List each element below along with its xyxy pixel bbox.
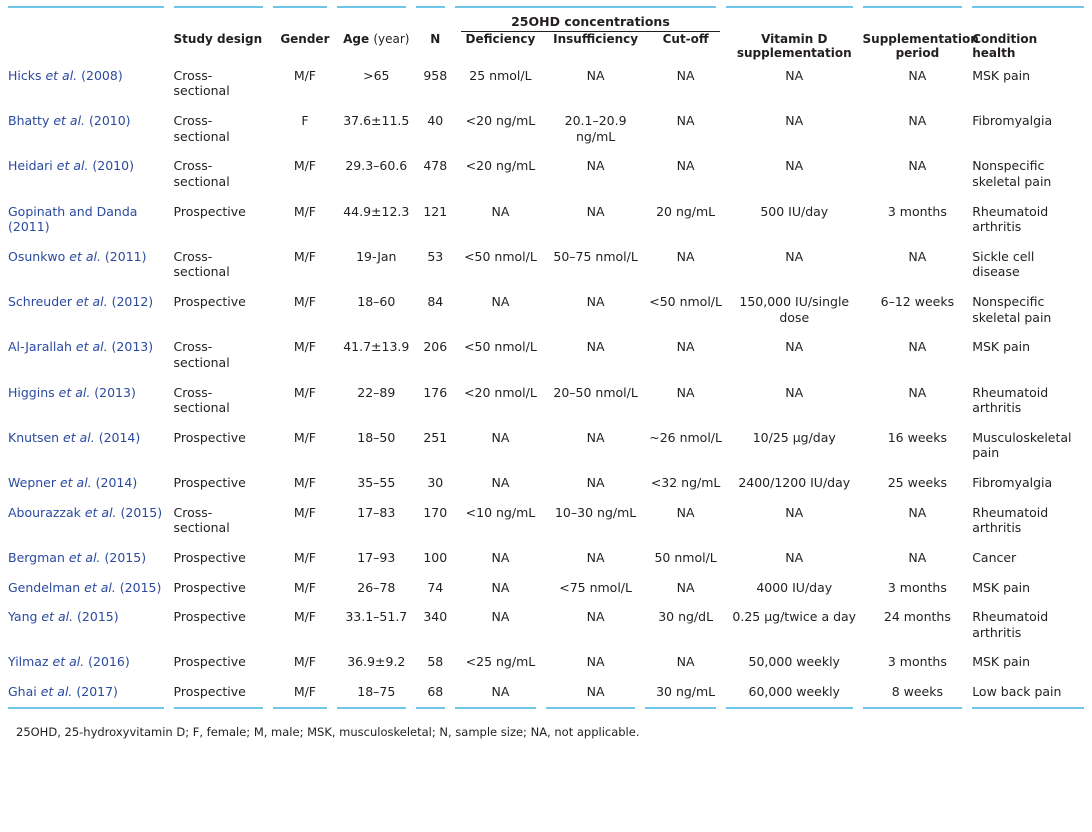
rule-segment — [972, 707, 1084, 709]
cell-n: 53 — [427, 248, 444, 264]
cell-n: 206 — [423, 339, 448, 355]
cell-supplementation: NA — [785, 113, 804, 129]
cell-study-reference — [8, 602, 174, 647]
column-header-supplementation: Vitamin D supplementation — [736, 32, 852, 61]
table-row — [8, 468, 1084, 498]
cell-study-reference — [8, 242, 174, 287]
column-header-deficiency: Deficiency — [465, 32, 536, 46]
cell-design: Cross-sectional — [173, 113, 230, 144]
study-reference-link[interactable]: Osunkwo et al. (2011) — [8, 248, 147, 264]
cell-supplementation: 4000 IU/day — [756, 579, 833, 595]
cell-n: 251 — [423, 429, 448, 445]
cell-supplementation: NA — [785, 67, 804, 83]
cell-cutoff: 30 ng/dL — [658, 609, 714, 625]
cell-cutoff: 30 ng/mL — [656, 684, 716, 700]
cell-deficiency: NA — [491, 684, 510, 700]
cell-study-reference — [8, 287, 174, 332]
cell-cutoff: <50 nmol/L — [649, 294, 722, 310]
cell-condition: MSK pain — [972, 67, 1031, 83]
cell-deficiency: <20 ng/mL — [465, 113, 536, 129]
table-row — [8, 647, 1084, 677]
cell-design: Cross-sectional — [173, 384, 230, 416]
cell-condition: Fibromyalgia — [972, 113, 1053, 129]
table-row — [8, 543, 1084, 573]
cell-n: 478 — [423, 158, 448, 174]
cell-condition: MSK pain — [972, 579, 1031, 595]
cell-period: NA — [908, 158, 927, 174]
cell-age: 22–89 — [357, 384, 396, 400]
cell-condition: Rheumatoid arthritis — [972, 203, 1049, 235]
study-reference-link[interactable]: Heidari et al. (2010) — [8, 158, 134, 174]
table-row — [8, 197, 1084, 242]
cell-supplementation: NA — [785, 384, 804, 400]
cell-cutoff: ~26 nmol/L — [649, 429, 722, 445]
table-row — [8, 242, 1084, 287]
cell-design: Prospective — [173, 684, 246, 700]
cell-condition: Rheumatoid arthritis — [972, 504, 1049, 536]
column-header-insufficiency: Insufficiency — [553, 32, 639, 46]
cell-deficiency: <10 ng/mL — [465, 504, 536, 520]
study-reference-link[interactable]: Ghai et al. (2017) — [8, 684, 118, 700]
rule-segment — [174, 707, 263, 709]
cell-design: Prospective — [173, 609, 246, 625]
column-header-row — [8, 32, 1084, 61]
cell-supplementation: NA — [785, 339, 804, 355]
cell-design: Prospective — [173, 429, 246, 445]
studies-table — [8, 6, 1084, 707]
column-header-gender: Gender — [280, 32, 330, 46]
cell-gender: M/F — [293, 67, 316, 83]
rule-segment — [863, 6, 963, 8]
cell-n: 176 — [423, 384, 448, 400]
cell-condition: Sickle cell disease — [972, 248, 1035, 280]
cell-condition: Musculoskeletal pain — [972, 429, 1072, 461]
cell-n: 30 — [427, 475, 444, 491]
cell-insufficiency: NA — [586, 67, 605, 83]
cell-insufficiency: NA — [586, 203, 605, 219]
cell-n: 68 — [427, 684, 444, 700]
column-header-age-text: Age — [343, 32, 370, 46]
cell-gender: M/F — [293, 248, 316, 264]
cell-study-reference — [8, 197, 174, 242]
cell-cutoff: NA — [676, 67, 695, 83]
cell-period: NA — [908, 248, 927, 264]
rule-segment — [273, 707, 327, 709]
cell-cutoff: NA — [676, 248, 695, 264]
table-row — [8, 498, 1084, 543]
column-header-age — [337, 32, 416, 61]
cell-period: 3 months — [887, 654, 947, 670]
cell-gender: M/F — [293, 429, 316, 445]
cell-period: 24 months — [883, 609, 951, 625]
cell-deficiency: <50 nmol/L — [464, 339, 537, 355]
rule-segment — [546, 707, 635, 709]
study-reference-link[interactable]: Bergman et al. (2015) — [8, 549, 147, 565]
rule-segment — [972, 6, 1084, 8]
cell-n: 40 — [427, 113, 444, 129]
bottom-rule-table — [8, 707, 1084, 715]
cell-age: 18–60 — [357, 294, 396, 310]
cell-study-reference — [8, 106, 174, 151]
cell-insufficiency: NA — [586, 549, 605, 565]
cell-period: 3 months — [887, 203, 947, 219]
cell-age: 18–75 — [357, 684, 396, 700]
cell-gender: M/F — [293, 294, 316, 310]
cell-insufficiency: 20.1–20.9 ng/mL — [564, 113, 627, 144]
cell-age: 17–93 — [357, 549, 396, 565]
cell-deficiency: NA — [491, 475, 510, 491]
cell-supplementation: NA — [785, 504, 804, 520]
cell-condition: Rheumatoid arthritis — [972, 384, 1049, 416]
cell-deficiency: NA — [491, 294, 510, 310]
cell-age: 44.9±12.3 — [343, 203, 410, 219]
cell-gender: M/F — [293, 158, 316, 174]
study-reference-link[interactable]: Gopinath and Danda (2011) — [8, 203, 138, 235]
cell-design: Prospective — [173, 579, 246, 595]
top-rule-row — [8, 6, 1084, 14]
study-reference-link[interactable]: Bhatty et al. (2010) — [8, 113, 131, 129]
rule-segment — [8, 707, 164, 709]
cell-age: 19-Jan — [356, 248, 397, 264]
group-header-25ohd: 25OHD concentrations — [511, 14, 670, 29]
cell-gender: M/F — [293, 654, 316, 670]
cell-period: NA — [908, 504, 927, 520]
study-reference-link[interactable]: Schreuder et al. (2012) — [8, 294, 154, 310]
cell-study-reference — [8, 647, 174, 677]
cell-period: NA — [908, 67, 927, 83]
cell-cutoff: NA — [676, 654, 695, 670]
column-header-cutoff: Cut-off — [662, 32, 709, 46]
rule-segment — [273, 6, 327, 8]
rule-segment — [337, 6, 406, 8]
cell-cutoff: 50 nmol/L — [654, 549, 717, 565]
cell-condition: Low back pain — [972, 684, 1062, 700]
cell-gender: M/F — [293, 339, 316, 355]
cell-gender: M/F — [293, 609, 316, 625]
rule-segment — [337, 707, 406, 709]
cell-age: 36.9±9.2 — [347, 654, 406, 670]
cell-age: 37.6±11.5 — [343, 113, 410, 129]
cell-study-reference — [8, 573, 174, 603]
cell-period: NA — [908, 549, 927, 565]
rule-segment — [645, 707, 716, 709]
cell-period: NA — [908, 384, 927, 400]
cell-design: Prospective — [173, 294, 246, 310]
cell-gender: F — [301, 113, 309, 129]
rule-segment — [8, 6, 164, 8]
cell-cutoff: 20 ng/mL — [656, 203, 716, 219]
cell-cutoff: NA — [676, 384, 695, 400]
cell-deficiency: NA — [491, 429, 510, 445]
cell-deficiency: <25 ng/mL — [465, 654, 536, 670]
rule-segment-group — [455, 6, 716, 8]
cell-deficiency: 25 nmol/L — [469, 67, 532, 83]
cell-age: 35–55 — [357, 475, 396, 491]
cell-cutoff: NA — [676, 339, 695, 355]
cell-design: Cross-sectional — [173, 67, 230, 99]
cell-n: 340 — [423, 609, 448, 625]
cell-supplementation: 50,000 weekly — [748, 654, 840, 670]
column-header-period: Supplementation period — [862, 32, 979, 61]
cell-deficiency: NA — [491, 203, 510, 219]
cell-gender: M/F — [293, 475, 316, 491]
cell-n: 74 — [427, 579, 444, 595]
rule-segment — [863, 707, 963, 709]
cell-deficiency: NA — [491, 579, 510, 595]
cell-study-reference — [8, 468, 174, 498]
cell-cutoff: NA — [676, 158, 695, 174]
column-header-age-unit: (year) — [373, 32, 410, 46]
cell-period: 16 weeks — [887, 429, 947, 445]
cell-age: 18–50 — [357, 429, 396, 445]
cell-design: Prospective — [173, 475, 246, 491]
cell-n: 100 — [423, 549, 448, 565]
cell-cutoff: NA — [676, 504, 695, 520]
rule-segment — [455, 707, 536, 709]
rule-segment — [416, 707, 445, 709]
table-footnote: 25OHD, 25-hydroxyvitamin D; F, female; M, male; MSK, musculoskeletal; N, sample size; NA, not applicable. — [16, 724, 640, 739]
cell-gender: M/F — [293, 684, 316, 700]
cell-age: 26–78 — [357, 579, 396, 595]
cell-design: Cross-sectional — [173, 504, 230, 536]
cell-study-reference — [8, 423, 174, 468]
cell-gender: M/F — [293, 203, 316, 219]
cell-insufficiency: NA — [586, 158, 605, 174]
cell-cutoff: <32 ng/mL — [650, 475, 721, 491]
cell-deficiency: NA — [491, 549, 510, 565]
bottom-rule-row — [8, 707, 1084, 715]
cell-n: 58 — [427, 654, 444, 670]
cell-age: 33.1–51.7 — [345, 609, 408, 625]
cell-age: 29.3–60.6 — [345, 158, 408, 174]
table-row — [8, 423, 1084, 468]
cell-supplementation: NA — [785, 158, 804, 174]
cell-condition: Nonspecific skeletal pain — [972, 294, 1052, 325]
column-header-study — [8, 32, 174, 61]
cell-study-reference — [8, 332, 174, 377]
cell-supplementation: NA — [785, 248, 804, 264]
cell-study-reference — [8, 677, 174, 707]
table-row — [8, 287, 1084, 332]
cell-deficiency: NA — [491, 609, 510, 625]
cell-supplementation: 60,000 weekly — [748, 684, 840, 700]
table-row — [8, 106, 1084, 151]
cell-deficiency: <20 ng/mL — [465, 158, 536, 174]
cell-supplementation: 10/25 µg/day — [752, 429, 836, 445]
cell-period: NA — [908, 113, 927, 129]
cell-insufficiency: NA — [586, 684, 605, 700]
study-reference-link[interactable]: Al-Jarallah et al. (2013) — [8, 339, 154, 355]
cell-design: Prospective — [173, 654, 246, 670]
cell-supplementation: 0.25 µg/twice a day — [732, 609, 857, 625]
cell-deficiency: <20 nmol/L — [464, 384, 537, 400]
group-header-row — [8, 14, 1084, 32]
cell-design: Prospective — [173, 203, 246, 219]
cell-age: 17–83 — [357, 504, 396, 520]
column-header-n: N — [430, 32, 441, 46]
table-row — [8, 677, 1084, 707]
rule-segment — [174, 6, 263, 8]
table-row — [8, 61, 1084, 106]
cell-condition: Nonspecific skeletal pain — [972, 158, 1052, 189]
cell-n: 170 — [423, 504, 448, 520]
cell-study-reference — [8, 151, 174, 196]
rule-segment — [726, 707, 853, 709]
cell-supplementation: 2400/1200 IU/day — [738, 475, 851, 491]
cell-supplementation: 150,000 IU/single dose — [739, 294, 850, 325]
cell-period: NA — [908, 339, 927, 355]
cell-deficiency: <50 nmol/L — [464, 248, 537, 264]
study-reference-link[interactable]: Higgins et al. (2013) — [8, 384, 136, 400]
cell-supplementation: NA — [785, 549, 804, 565]
cell-condition: Rheumatoid arthritis — [972, 609, 1049, 640]
column-header-design: Study design — [173, 32, 263, 46]
study-reference-link[interactable]: Abourazzak et al. (2015) — [8, 504, 163, 520]
cell-study-reference — [8, 61, 174, 106]
cell-condition: Cancer — [972, 549, 1017, 565]
table-row — [8, 573, 1084, 603]
cell-condition: MSK pain — [972, 339, 1031, 355]
study-reference-link[interactable]: Yilmaz et al. (2016) — [8, 654, 130, 670]
cell-insufficiency: 10–30 ng/mL — [554, 504, 637, 520]
study-reference-link[interactable]: Wepner et al. (2014) — [8, 475, 138, 491]
cell-design: Prospective — [173, 549, 246, 565]
cell-cutoff: NA — [676, 113, 695, 129]
table-row — [8, 151, 1084, 196]
table-row — [8, 332, 1084, 377]
cell-gender: M/F — [293, 384, 316, 400]
cell-age: >65 — [363, 67, 390, 83]
cell-age: 41.7±13.9 — [343, 339, 410, 355]
table-row — [8, 602, 1084, 647]
cell-insufficiency: <75 nmol/L — [559, 579, 632, 595]
cell-insufficiency: 50–75 nmol/L — [553, 248, 638, 264]
cell-study-reference — [8, 378, 174, 423]
study-reference-link[interactable]: Gendelman et al. (2015) — [8, 579, 162, 595]
cell-study-reference — [8, 498, 174, 543]
cell-n: 958 — [423, 67, 448, 83]
cell-insufficiency: NA — [586, 475, 605, 491]
table-body — [8, 61, 1084, 707]
study-reference-link[interactable]: Knutsen et al. (2014) — [8, 429, 141, 445]
study-reference-link[interactable]: Hicks et al. (2008) — [8, 67, 123, 83]
cell-insufficiency: NA — [586, 294, 605, 310]
cell-period: 3 months — [887, 579, 947, 595]
cell-period: 8 weeks — [891, 684, 943, 700]
cell-insufficiency: 20–50 nmol/L — [553, 384, 638, 400]
cell-design: Cross-sectional — [173, 248, 230, 280]
cell-gender: M/F — [293, 504, 316, 520]
table-row — [8, 378, 1084, 423]
study-reference-link[interactable]: Yang et al. (2015) — [8, 609, 119, 625]
cell-condition: MSK pain — [972, 654, 1031, 670]
rule-segment — [416, 6, 445, 8]
cell-n: 84 — [427, 294, 444, 310]
cell-period: 25 weeks — [887, 475, 947, 491]
cell-insufficiency: NA — [586, 654, 605, 670]
cell-study-reference — [8, 543, 174, 573]
cell-insufficiency: NA — [586, 429, 605, 445]
cell-gender: M/F — [293, 579, 316, 595]
cell-cutoff: NA — [676, 579, 695, 595]
cell-insufficiency: NA — [586, 339, 605, 355]
column-header-condition: Condition health — [972, 32, 1038, 61]
cell-gender: M/F — [293, 549, 316, 565]
cell-design: Cross-sectional — [173, 339, 230, 370]
cell-design: Cross-sectional — [173, 158, 230, 189]
cell-condition: Fibromyalgia — [972, 475, 1053, 491]
cell-insufficiency: NA — [586, 609, 605, 625]
rule-segment — [726, 6, 853, 8]
cell-supplementation: 500 IU/day — [760, 203, 829, 219]
cell-n: 121 — [423, 203, 448, 219]
cell-period: 6–12 weeks — [880, 294, 955, 310]
